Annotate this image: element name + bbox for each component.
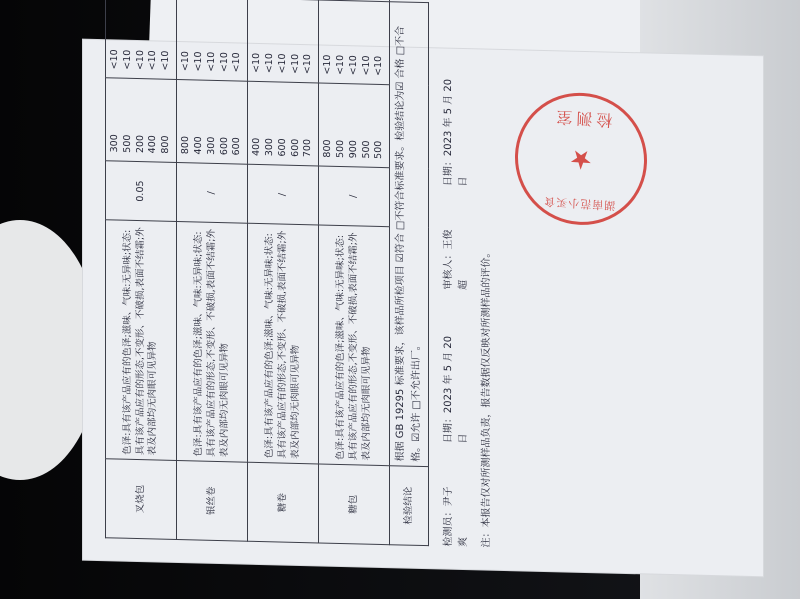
result-value: 400 bbox=[147, 135, 159, 154]
limit-values bbox=[319, 0, 390, 85]
product-name: 糖包 bbox=[319, 464, 390, 545]
result-value: 600 bbox=[289, 138, 301, 158]
limit-value: <10 bbox=[121, 49, 133, 70]
measure-value: / bbox=[177, 162, 248, 223]
inspection-report-page bbox=[83, 25, 763, 577]
official-seal bbox=[513, 89, 650, 229]
result-value: 800 bbox=[180, 135, 192, 155]
conclusion-text: 根据 GB 19295 标准要求，该样品所检项目 ☑符合 □不符合标准要求。检验结论为☑ 合格 □不合格。☑允许 □不允许出厂。 bbox=[390, 2, 429, 467]
signature-line bbox=[439, 66, 469, 547]
limit-value: <10 bbox=[373, 55, 385, 77]
limit-value: <10 bbox=[289, 53, 301, 75]
limit-value: <10 bbox=[192, 51, 204, 72]
result-values bbox=[319, 83, 390, 168]
table-row bbox=[248, 0, 319, 543]
seal-ring-text: 湖南范小买食 bbox=[543, 194, 616, 212]
measure-value: 0.05 bbox=[106, 161, 177, 222]
limit-value: <10 bbox=[263, 53, 275, 74]
limit-value: <10 bbox=[134, 49, 146, 71]
conclusion-row bbox=[390, 0, 429, 546]
result-values bbox=[177, 79, 248, 164]
result-value: 400 bbox=[192, 136, 204, 155]
limit-values bbox=[106, 0, 177, 79]
reviewer: 审核人：王俊超 bbox=[443, 229, 470, 291]
limit-value: <10 bbox=[147, 50, 159, 71]
limit-value: <10 bbox=[335, 54, 346, 76]
result-value: 600 bbox=[231, 137, 243, 156]
inspector: 检测员：尹子爽 bbox=[443, 486, 470, 548]
limit-value: <10 bbox=[322, 54, 334, 75]
result-value: 500 bbox=[121, 134, 133, 153]
product-name: 银丝卷 bbox=[177, 460, 248, 541]
document-photo bbox=[78, 25, 768, 587]
review-date: 日期：2023 年 5 月 20 日 bbox=[443, 78, 470, 187]
result-value: 500 bbox=[360, 140, 372, 159]
result-value: 300 bbox=[205, 136, 217, 155]
result-value: 900 bbox=[347, 140, 359, 159]
product-name: 叉烧包 bbox=[106, 459, 177, 540]
limit-values bbox=[177, 0, 248, 81]
requirement-text: 色泽:具有该产品应有的色泽;滋味、气味:无异味;状态:具有该产品应有的形态,不变形、不破损,表面不结霜;外表及内部均无肉眼可见异物 bbox=[177, 221, 248, 462]
requirement-text: 色泽:具有该产品应有的色泽;滋味、气味:无异味;状态:具有该产品应有的形态,不变形、不破损,表面不结霜;外表及内部均无肉眼可见异物 bbox=[106, 220, 177, 461]
limit-value: <10 bbox=[231, 52, 243, 73]
report-note: 注：本报告仅对所测样品负责，报告数据仅反映对所测样品的评价。 bbox=[481, 247, 493, 548]
limit-value: <10 bbox=[360, 55, 372, 76]
limit-value: <10 bbox=[302, 53, 314, 75]
result-value: 500 bbox=[373, 140, 385, 160]
conclusion-label: 检验结论 bbox=[390, 466, 429, 546]
result-value: 200 bbox=[134, 134, 146, 154]
result-values bbox=[106, 78, 177, 163]
result-value: 800 bbox=[160, 135, 172, 154]
result-value: 300 bbox=[109, 134, 120, 153]
limit-value: <10 bbox=[180, 51, 192, 72]
result-value: 700 bbox=[302, 138, 314, 158]
result-value: 600 bbox=[218, 136, 230, 156]
table-row bbox=[177, 0, 248, 541]
limit-value: <10 bbox=[347, 55, 359, 76]
limit-value: <10 bbox=[205, 51, 217, 72]
result-value: 600 bbox=[276, 138, 288, 157]
limit-value: <10 bbox=[109, 49, 120, 70]
seal-label: 检测室 bbox=[552, 107, 613, 130]
result-value: 300 bbox=[263, 137, 275, 157]
requirement-text: 色泽:具有该产品应有的色泽;滋味、气味:无异味;状态:具有该产品应有的形态,不变形、不破损,表面不结霜;外表及内部均无肉眼可见异物 bbox=[319, 225, 390, 466]
measure-value: / bbox=[248, 164, 319, 225]
result-value: 400 bbox=[251, 137, 263, 157]
limit-values bbox=[248, 0, 319, 83]
limit-value: <10 bbox=[276, 53, 288, 74]
measure-value: / bbox=[319, 166, 390, 227]
table-row bbox=[319, 0, 390, 545]
table-row bbox=[106, 0, 177, 539]
star-icon: ★ bbox=[568, 143, 594, 175]
inspection-date: 日期：2023 年 5 月 20 日 bbox=[443, 335, 470, 444]
limit-value: <10 bbox=[251, 52, 263, 74]
limit-value: <10 bbox=[218, 51, 230, 73]
result-value: 800 bbox=[322, 139, 334, 158]
inspection-table bbox=[105, 0, 429, 546]
requirement-text: 色泽:具有该产品应有的色泽;滋味、气味:无异味;状态:具有该产品应有的形态,不变形、不破损,表面不结霜;外表及内部均无肉眼可见异物 bbox=[248, 223, 319, 464]
result-value: 500 bbox=[335, 139, 346, 159]
result-values bbox=[248, 81, 319, 166]
product-name: 糖卷 bbox=[248, 462, 319, 543]
limit-value: <10 bbox=[160, 50, 172, 71]
